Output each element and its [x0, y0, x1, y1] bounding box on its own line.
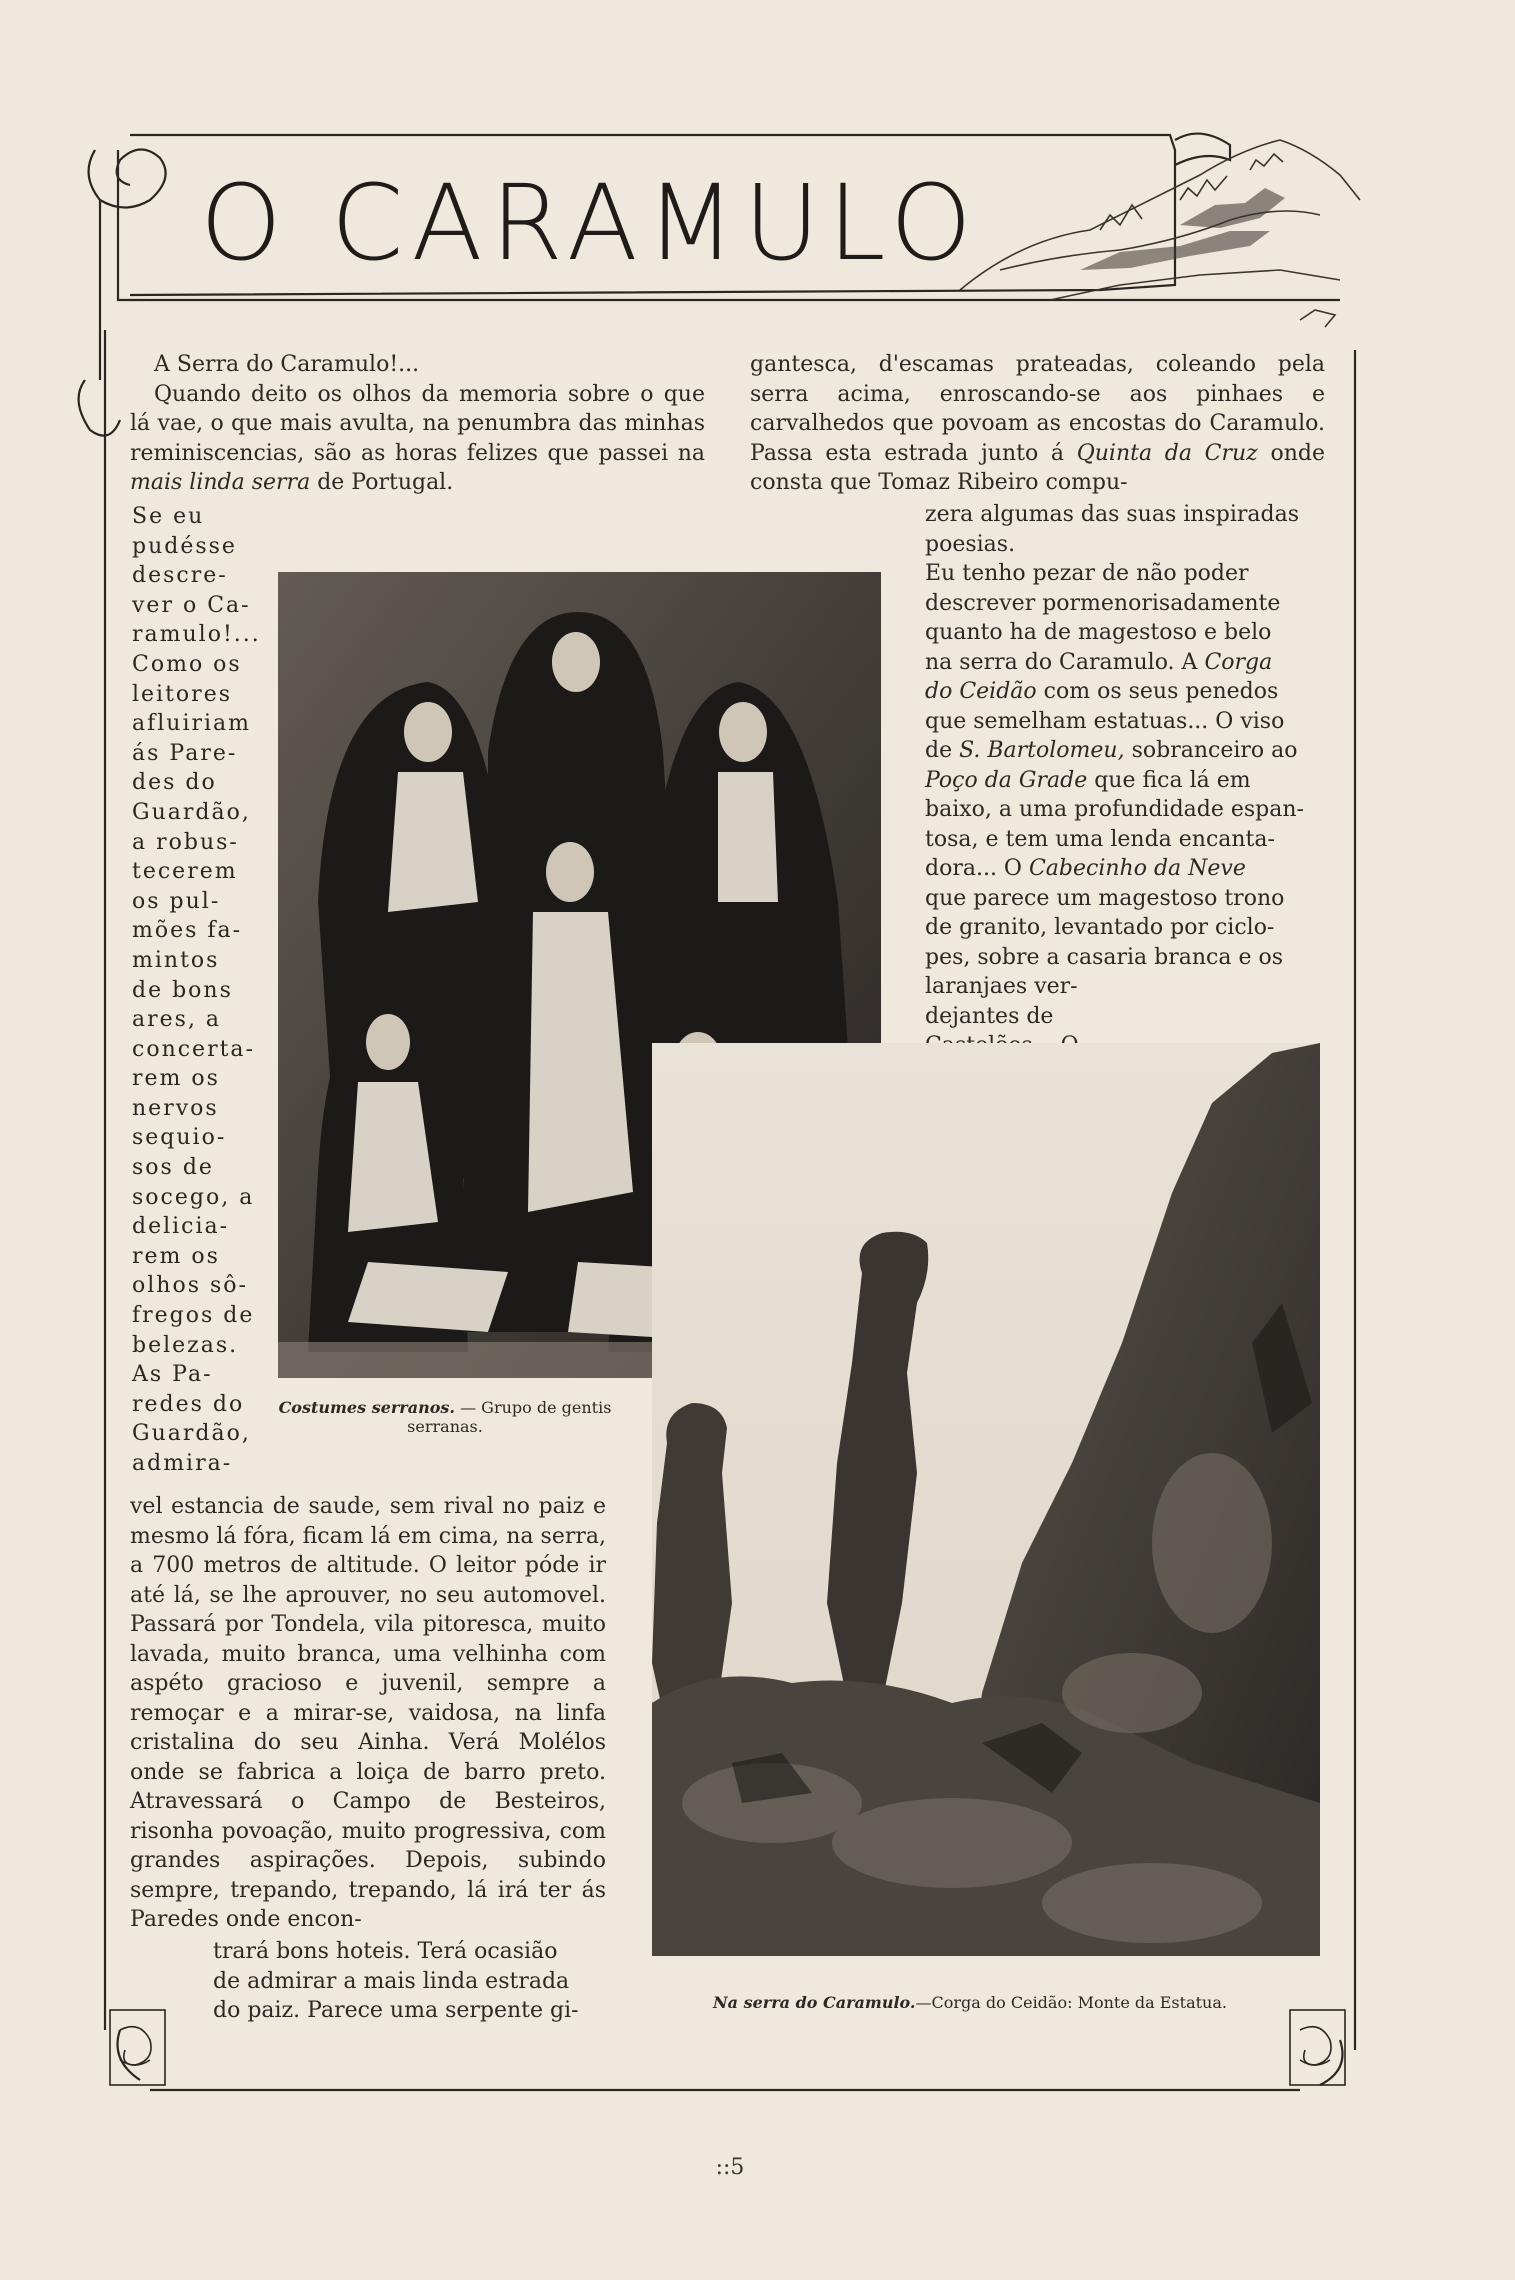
- line-text: pes, sobre a casaria branca e os: [925, 944, 1284, 970]
- narrow-line: olhos sô-: [132, 1273, 248, 1299]
- line-text: de granito, levantado por ciclo-: [925, 915, 1275, 940]
- narrow-line: tecerem: [132, 859, 238, 885]
- intro-line: A Serra do Caramulo!...: [154, 352, 420, 377]
- narrow-line: socego, a: [132, 1184, 255, 1210]
- narrow-line: redes do: [132, 1391, 245, 1417]
- text-line: [925, 707, 1325, 737]
- caption-corga: [700, 1993, 1240, 2012]
- line-text: dora... O: [925, 856, 1029, 881]
- text-line: [925, 795, 1325, 825]
- line-text-after: sobranceiro ao: [1124, 738, 1298, 763]
- narrow-line: mões fa-: [132, 918, 243, 944]
- line-text: na serra do Caramulo. A: [925, 649, 1205, 675]
- left-end-line: de admirar a mais linda estrada: [213, 1968, 570, 1994]
- line-text: de: [925, 738, 960, 763]
- narrow-line: de bons: [132, 977, 233, 1003]
- line-text: Eu tenho pezar de não poder: [925, 561, 1249, 586]
- right-top-paragraph: gantesca, d'escamas prateadas, coleando pela serra acima, enroscando-se aos pinhaes e carvalhedos que povoam as encostas do Caramulo. Passa esta estrada junto á: [750, 352, 1325, 466]
- line-text: descrever pormenorisadamente: [925, 590, 1281, 616]
- narrow-line: a robus-: [132, 829, 239, 855]
- page-title: O CARAMULO: [200, 162, 980, 284]
- text-line: [925, 736, 1325, 766]
- narrow-line: As Pa-: [132, 1362, 213, 1388]
- narrow-line: fregos de: [132, 1303, 255, 1329]
- quinta-italic: Quinta da Cruz: [1076, 440, 1258, 466]
- narrow-line: belezas.: [132, 1332, 239, 1358]
- narrow-line: concerta-: [132, 1036, 255, 1062]
- narrow-column: [132, 502, 261, 1479]
- right-top-text: [750, 350, 1325, 498]
- page-number: ::5: [715, 2155, 745, 2180]
- line-text: laranjaes ver-: [925, 974, 1078, 999]
- line-italic: S. Bartolomeu,: [959, 738, 1125, 763]
- line-text: baixo, a uma profundidade espan-: [925, 797, 1304, 822]
- narrow-line: des do: [132, 770, 217, 796]
- narrow-line: nervos: [132, 1095, 219, 1121]
- line-text: que semelham estatuas... O viso: [925, 708, 1285, 734]
- intro-italic: mais linda serra: [130, 470, 311, 495]
- narrow-line: mintos: [132, 947, 220, 973]
- narrow-line: Guardão,: [132, 799, 251, 825]
- narrow-line: Se eu: [132, 504, 205, 529]
- left-end-line: trará bons hoteis. Terá ocasião: [213, 1939, 558, 1964]
- text-line: [925, 913, 1325, 943]
- narrow-line: leitores: [132, 681, 233, 707]
- intro-paragraph: [130, 380, 705, 498]
- caption-corga-rest: —Corga do Ceidão: Monte da Estatua.: [915, 1993, 1227, 2012]
- text-line: [925, 1002, 1115, 1032]
- narrow-line: Como os: [132, 651, 242, 677]
- line-italic: do Ceidão: [925, 679, 1037, 704]
- narrow-line: ás Pare-: [132, 740, 238, 766]
- left-intro: [130, 350, 705, 498]
- text-line: [925, 559, 1325, 589]
- quinta-after: onde consta que Tomaz Ribeiro compu-: [750, 440, 1325, 495]
- narrow-line: sos de: [132, 1155, 214, 1181]
- line-text: quanto ha de magestoso e belo: [925, 620, 1272, 645]
- line-italic: Corga: [1204, 649, 1273, 675]
- narrow-line: ares, a: [132, 1007, 222, 1033]
- left-bottom-text: vel estancia de saude, sem rival no paiz e mesmo lá fóra, ficam lá em cima, na serra, a 700 metros de altitude. O leitor póde ir até lá, se lhe aprouver, no seu automovel. Passará por Tondela, vila pitoresca, muito lavada, muito branca, uma velhinha com aspéto gracioso e juvenil, sempre a remoçar e a mirar-se, vaidosa, na linfa cristalina do seu Ainha. Verá Molélos onde se fabrica a loiça de barro preto. Atravessará o Campo de Besteiros, risonha povoação, muito progressiva, com grandes aspirações. Depois, subindo sempre, trepando, trepando, lá irá ter ás Paredes onde encon-: [130, 1494, 606, 1932]
- line-italic: Poço da Grade: [925, 767, 1088, 793]
- text-line: [925, 677, 1325, 707]
- narrow-line: rem os: [132, 1066, 220, 1092]
- intro-text: Quando deito os olhos da memoria sobre o que lá vae, o que mais avulta, na penumbra das minhas reminiscencias, são as horas felizes que passei na: [130, 381, 705, 466]
- narrow-line: pudésse: [132, 533, 237, 559]
- text-line: [925, 618, 1325, 648]
- intro-end: de Portugal.: [317, 470, 454, 495]
- narrow-line: ramulo!...: [132, 622, 261, 648]
- right-second-paragraph: [925, 559, 1325, 972]
- text-line: [925, 589, 1325, 619]
- text-line: [925, 854, 1325, 884]
- right-mid-text: [925, 500, 1325, 559]
- line-text-after: que fica lá em: [1087, 767, 1251, 793]
- right-mid-line: zera algumas das suas inspiradas: [925, 502, 1299, 527]
- narrow-line: admira-: [132, 1451, 233, 1476]
- text-line: [925, 884, 1325, 914]
- narrow-line: os pul-: [132, 888, 221, 914]
- text-line: [925, 648, 1325, 678]
- left-end-text: [213, 1937, 606, 2026]
- caption-serranas: [275, 1398, 615, 1436]
- caption-corga-bold: Na serra do Caramulo.: [713, 1993, 916, 2012]
- line-text-after: com os seus penedos: [1036, 679, 1279, 704]
- line-text: que parece um magestoso trono: [925, 885, 1285, 911]
- narrow-line: Guardão,: [132, 1421, 251, 1447]
- narrow-line: sequio-: [132, 1125, 227, 1151]
- line-text: dejantes de: [925, 1003, 1054, 1029]
- left-end-line: do paiz. Parece uma serpente gi-: [213, 1998, 579, 2023]
- text-line: [925, 943, 1325, 973]
- narrow-line: afluiriam: [132, 711, 252, 737]
- line-text: tosa, e tem uma lenda encanta-: [925, 826, 1275, 852]
- rocks-photo-illustration: [652, 1043, 1320, 1956]
- caption-serranas-bold: Costumes serranos.: [278, 1398, 455, 1417]
- line-italic: Cabecinho da Neve: [1028, 856, 1246, 881]
- text-line: [925, 825, 1325, 855]
- photo-corga-ceidao: [652, 1043, 1320, 1956]
- narrow-line: descre-: [132, 563, 228, 589]
- narrow-line: delicia-: [132, 1214, 230, 1240]
- right-mid-line: poesias.: [925, 531, 1016, 557]
- narrow-line: ver o Ca-: [132, 592, 251, 618]
- text-line: [925, 766, 1325, 796]
- caption-serranas-rest: — Grupo de gentis serranas.: [407, 1398, 612, 1436]
- narrow-line: rem os: [132, 1243, 220, 1269]
- text-line: [925, 972, 1115, 1002]
